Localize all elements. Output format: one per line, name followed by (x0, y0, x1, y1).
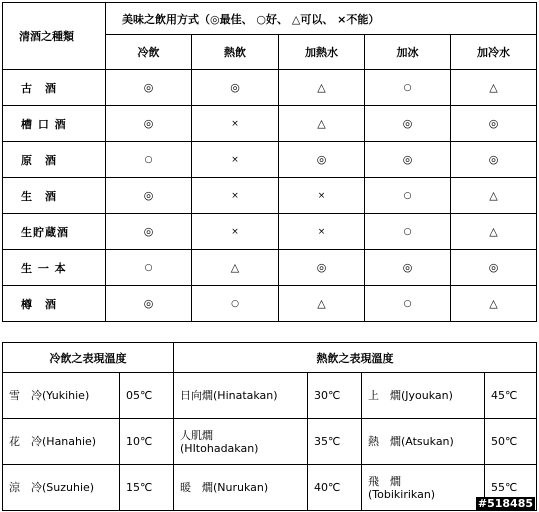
sake-kind-label: 古 酒 (3, 70, 106, 106)
cold-temp-value: 05℃ (120, 373, 174, 419)
hot-style-name: 暖 燗(Nurukan) (174, 465, 308, 511)
cold-temp-value: 10℃ (120, 419, 174, 465)
col-cold: 冷飲 (106, 35, 192, 70)
rating-cell: ◎ (451, 106, 537, 142)
temperature-table (2, 342, 537, 511)
rating-cell: △ (451, 70, 537, 106)
rating-cell: △ (451, 178, 537, 214)
sake-serving-table (2, 2, 537, 322)
rating-cell: △ (279, 70, 365, 106)
rating-cell: × (279, 214, 365, 250)
sake-kind-label: 樽 酒 (3, 286, 106, 322)
col-hot: 熱飲 (192, 35, 279, 70)
cold-style-name: 雪 冷(Yukihie) (3, 373, 120, 419)
table-row (3, 106, 537, 142)
hot-temp-header: 熱飲之表現溫度 (174, 343, 537, 373)
table-row (3, 286, 537, 322)
table-row (3, 465, 537, 511)
rating-cell: ◎ (451, 142, 537, 178)
watermark: #518485 (477, 497, 533, 510)
sake-kind-label: 槽 口 酒 (3, 106, 106, 142)
rating-cell: × (279, 178, 365, 214)
rating-cell: ◎ (106, 178, 192, 214)
rating-cell: × (192, 106, 279, 142)
col-hot-water: 加熱水 (279, 35, 365, 70)
table-row (3, 214, 537, 250)
rating-cell: ○ (365, 286, 451, 322)
hot-temp-value: 50℃ (485, 419, 537, 465)
rating-cell: ○ (365, 214, 451, 250)
rating-cell: ◎ (279, 142, 365, 178)
rating-cell: × (192, 178, 279, 214)
rating-cell: ◎ (365, 142, 451, 178)
cold-temp-header: 冷飲之表現溫度 (3, 343, 174, 373)
rating-cell: ◎ (192, 70, 279, 106)
rating-cell: ◎ (106, 70, 192, 106)
hot-temp-value: 30℃ (308, 373, 362, 419)
rating-cell: × (192, 214, 279, 250)
rating-cell: △ (192, 250, 279, 286)
table-row (3, 142, 537, 178)
rating-cell: ◎ (106, 286, 192, 322)
rating-cell: △ (451, 286, 537, 322)
rating-cell: ◎ (365, 106, 451, 142)
table-row (3, 178, 537, 214)
cold-style-name: 涼 冷(Suzuhie) (3, 465, 120, 511)
sake-kind-label: 生 酒 (3, 178, 106, 214)
table-row (3, 373, 537, 419)
table-row (3, 70, 537, 106)
hot-temp-value: 40℃ (308, 465, 362, 511)
rating-cell: △ (451, 214, 537, 250)
table-row (3, 419, 537, 465)
hot-style-name: 上 燗(Jyoukan) (362, 373, 485, 419)
rating-cell: ○ (365, 70, 451, 106)
serving-method-header: 美味之飲用方式（◎最佳、 ○好、 △可以、 ×不能） (106, 3, 537, 35)
hot-style-name: 人肌燗 (HItohadakan) (174, 419, 308, 465)
hot-temp-value: 55℃ (485, 465, 537, 511)
rating-cell: ○ (365, 178, 451, 214)
col-cold-water: 加冷水 (451, 35, 537, 70)
rating-cell: ○ (192, 286, 279, 322)
rating-cell: ◎ (451, 250, 537, 286)
table-row (3, 250, 537, 286)
rating-cell: ○ (106, 250, 192, 286)
rating-cell: ◎ (279, 250, 365, 286)
rating-cell: ◎ (106, 214, 192, 250)
sake-kind-label: 生 一 本 (3, 250, 106, 286)
hot-style-name: 日向燗(Hinatakan) (174, 373, 308, 419)
sake-kind-label: 生貯蔵酒 (3, 214, 106, 250)
col-ice: 加冰 (365, 35, 451, 70)
sake-kind-label: 原 酒 (3, 142, 106, 178)
rating-cell: △ (279, 106, 365, 142)
rating-cell: ◎ (365, 250, 451, 286)
cold-temp-value: 15℃ (120, 465, 174, 511)
rating-cell: × (192, 142, 279, 178)
rating-cell: △ (279, 286, 365, 322)
hot-style-name: 飛 燗 (Tobikirikan) (362, 465, 485, 511)
hot-style-name: 熱 燗(Atsukan) (362, 419, 485, 465)
rating-cell: ◎ (106, 106, 192, 142)
rating-cell: ○ (106, 142, 192, 178)
sake-type-header: 清酒之種類 (3, 3, 106, 70)
hot-temp-value: 35℃ (308, 419, 362, 465)
cold-style-name: 花 冷(Hanahie) (3, 419, 120, 465)
hot-temp-value: 45℃ (485, 373, 537, 419)
